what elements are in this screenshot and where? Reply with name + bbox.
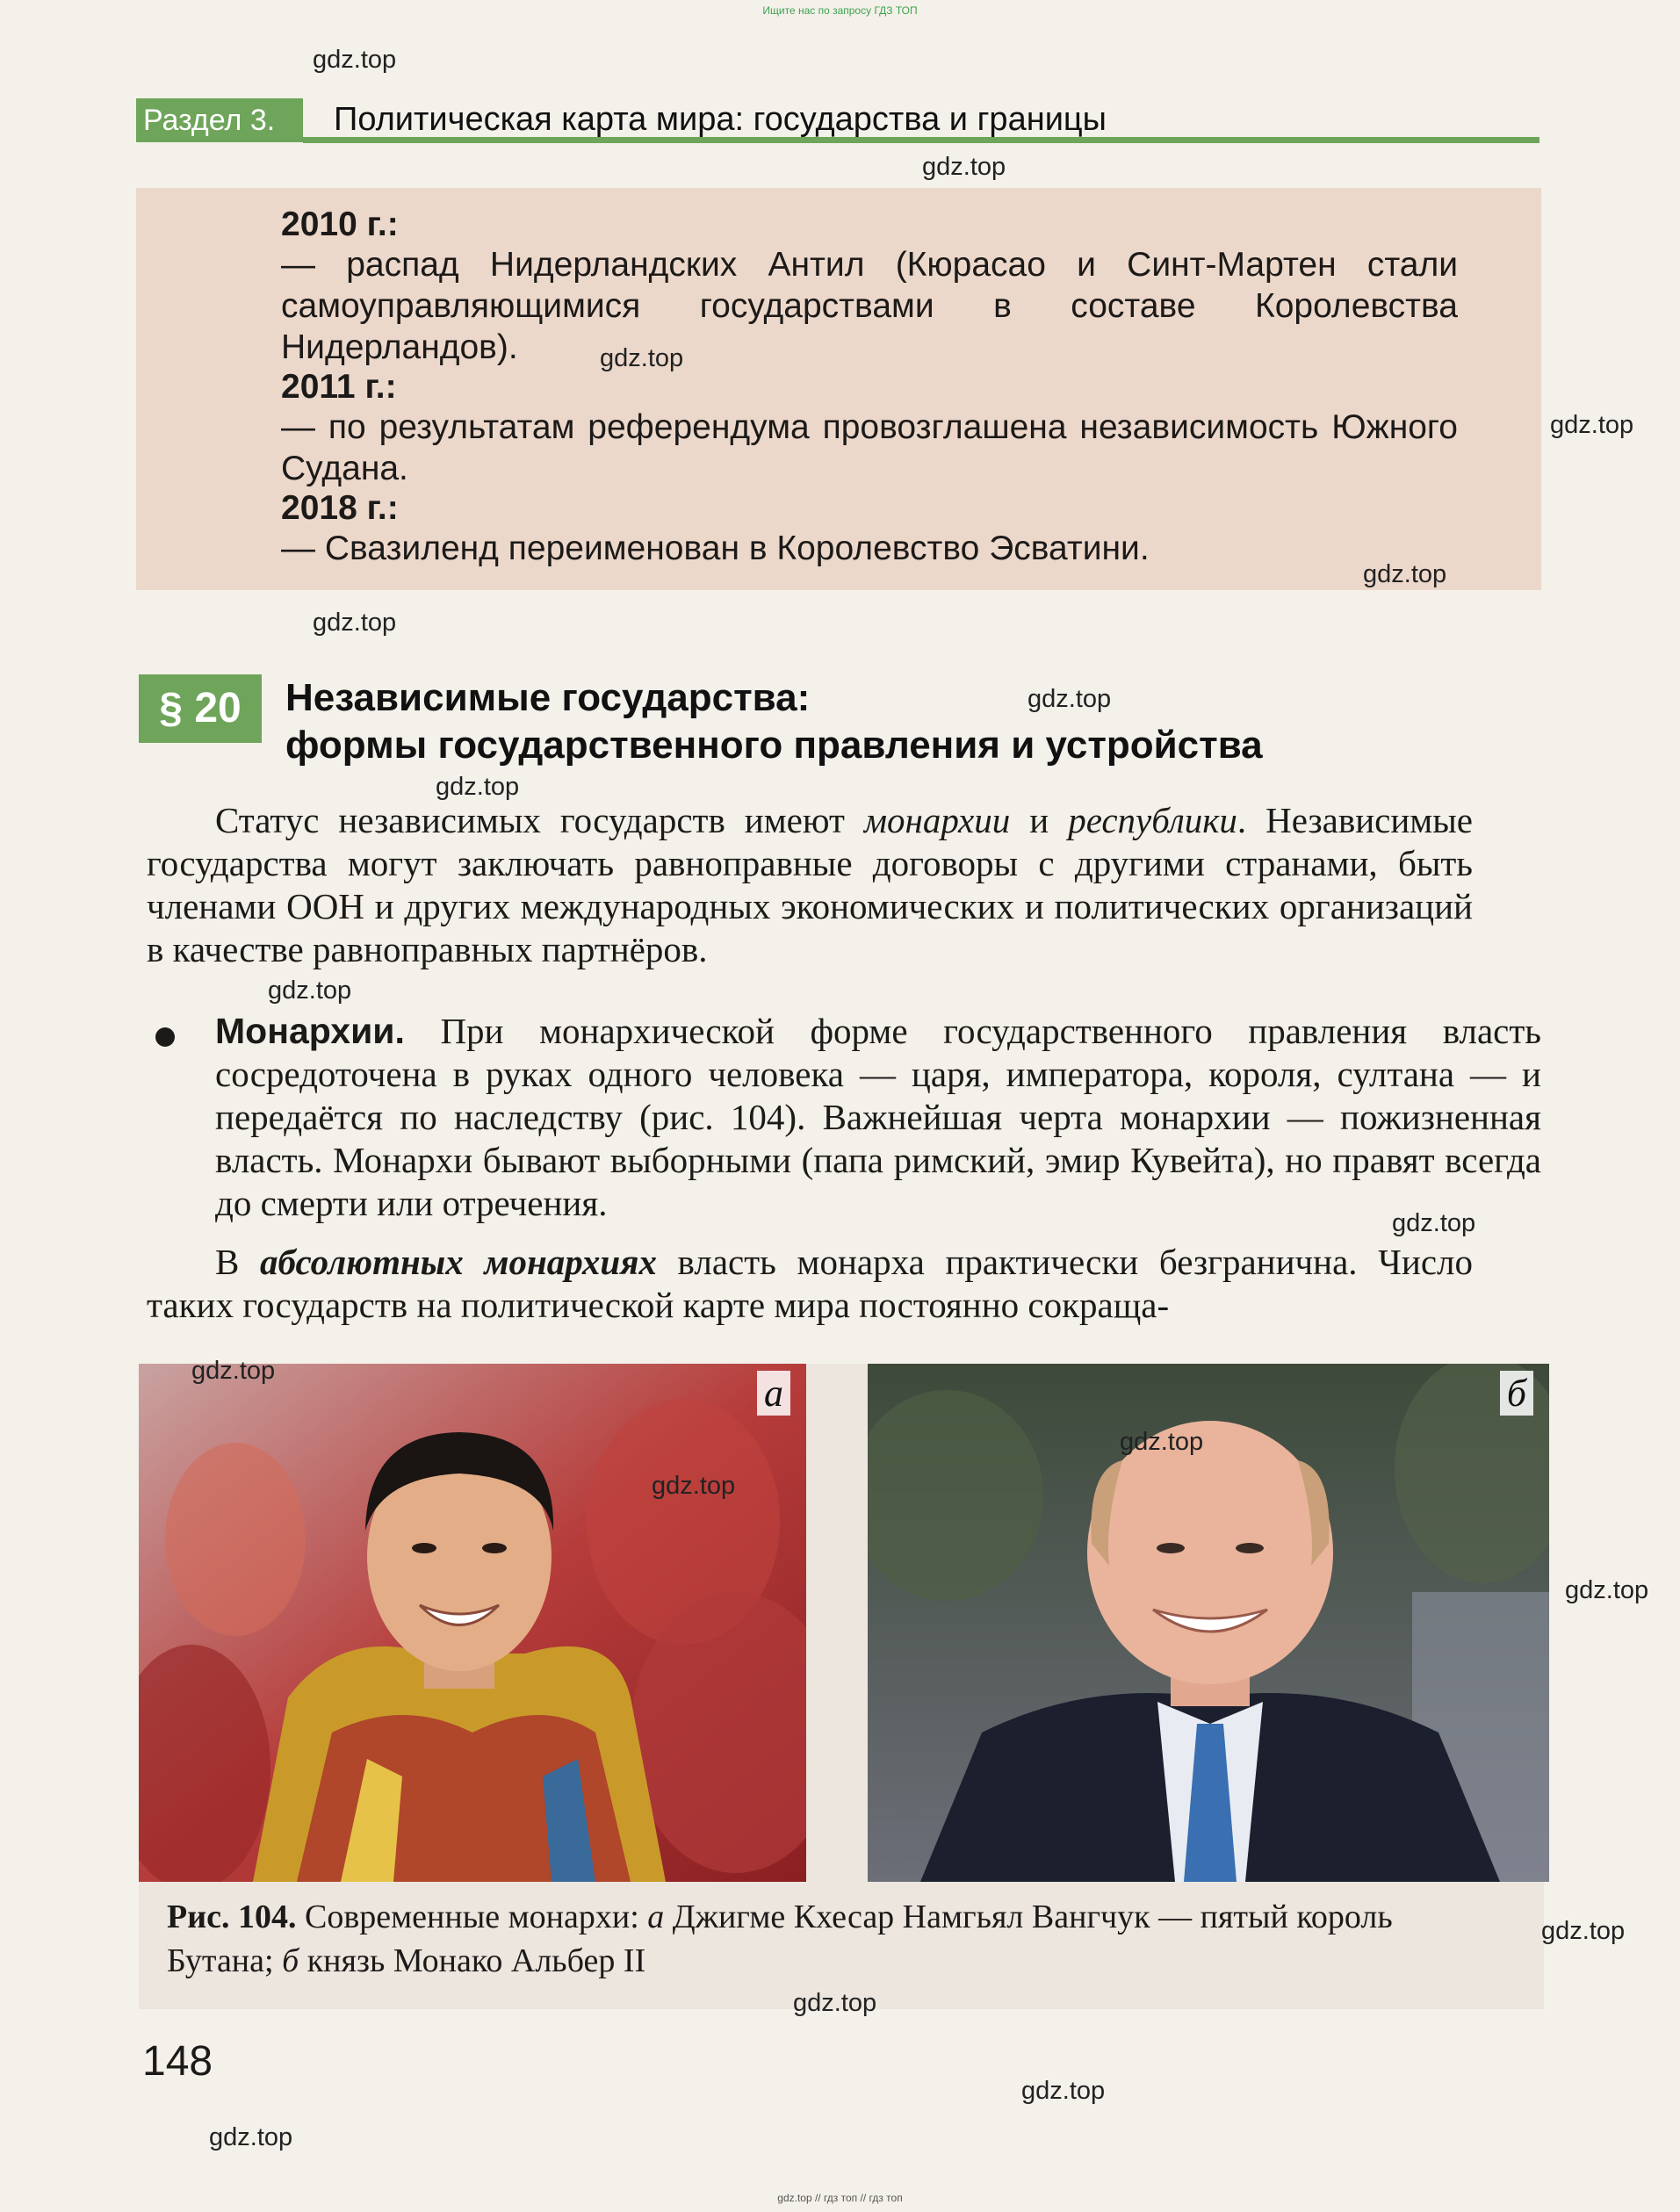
- caption-text-b: князь Монако Альбер II: [299, 1942, 646, 1979]
- intro-text: Статус независимых государств имеют: [215, 800, 864, 840]
- chronology-box: [136, 188, 1541, 590]
- watermark-text: gdz.top: [1363, 560, 1447, 588]
- intro-term-republic: республики: [1068, 800, 1237, 840]
- intro-text: . Независимые государства могут заключать равноправные договоры с другими странами, быть членами ООН и других международных экономических и политических организаций в качестве равноправных партнёров.: [147, 800, 1473, 969]
- bottom-banner: gdz.top // гдз топ // гдз топ: [777, 2192, 903, 2204]
- photo-king-bhutan: [139, 1364, 806, 1882]
- chron-year: 2010 г.:: [281, 205, 399, 243]
- watermark-text: gdz.top: [1021, 2077, 1106, 2105]
- monarchies-text: При монархической форме государственного правления власть сосредоточена в руках одного человека — царя, императора, короля, султана — и передаётся по наследству (рис. 104). Важнейшая черта монархии — пожизненная власть. Монархи бывают выборными (папа римский, эмир Кувейта), но правят всегда до смерти или отречения.: [215, 1011, 1541, 1223]
- chron-year: 2011 г.:: [281, 368, 397, 406]
- photo-b-label: б: [1500, 1371, 1533, 1416]
- intro-paragraph: [147, 799, 1473, 971]
- watermark-text: gdz.top: [600, 344, 684, 372]
- watermark-text: gdz.top: [268, 976, 352, 1005]
- page-number: 148: [142, 2038, 213, 2085]
- watermark-text: gdz.top: [209, 2123, 293, 2151]
- section-title: Политическая карта мира: государства и границы: [334, 101, 1107, 138]
- bullet-dot: [155, 1027, 175, 1047]
- photo-a-label: а: [757, 1371, 790, 1416]
- watermark-text: gdz.top: [1392, 1209, 1476, 1237]
- caption-text-a: Джигме Кхесар Намгьял Вангчук — пятый король Бутана;: [167, 1899, 1393, 1979]
- monarchies-heading: Монархии.: [215, 1011, 405, 1051]
- chron-year: 2018 г.:: [281, 489, 399, 527]
- absolute-text: В: [215, 1242, 261, 1282]
- watermark-text: gdz.top: [313, 46, 397, 74]
- watermark-text: gdz.top: [1120, 1428, 1204, 1456]
- intro-text: и: [1010, 800, 1069, 840]
- monarchies-paragraph: [215, 1010, 1541, 1225]
- paragraph-badge: § 20: [139, 674, 262, 743]
- watermark-text: gdz.top: [313, 609, 397, 637]
- watermark-text: gdz.top: [1565, 1576, 1649, 1604]
- caption-text: Современные монархи:: [296, 1899, 648, 1935]
- chron-text: — по результатам референдума провозглашена независимость Южного Судана.: [281, 408, 1458, 487]
- caption-marker-b: б: [282, 1942, 299, 1979]
- section-tag: Раздел 3.: [136, 98, 303, 142]
- chron-text: — распад Нидерландских Антил (Кюрасао и Синт-Мартен стали самоуправляющимися государствами в составе Королевства Нидерландов).: [281, 246, 1458, 366]
- absolute-monarchy-paragraph: [147, 1241, 1473, 1327]
- watermark-text: gdz.top: [436, 773, 520, 801]
- top-banner: Ищите нас по запросу ГДЗ ТОП: [762, 4, 918, 17]
- watermark-text: gdz.top: [1550, 411, 1634, 439]
- watermark-text: gdz.top: [793, 1989, 877, 2017]
- photo-b-illustration: [868, 1364, 1549, 1882]
- photo-prince-monaco: [868, 1364, 1549, 1882]
- caption-label: Рис. 104.: [167, 1899, 297, 1935]
- chron-text: — Свазиленд переименован в Королевство Эсватини.: [281, 530, 1150, 567]
- paragraph-title-line2: формы государственного правления и устройства: [285, 724, 1263, 767]
- watermark-text: gdz.top: [191, 1357, 276, 1385]
- absolute-text: власть монарха практически безгранична. Число таких государств на политической карте мира постоянно сокраща-: [147, 1242, 1473, 1325]
- watermark-text: gdz.top: [1541, 1917, 1626, 1945]
- absolute-term: абсолютных монархиях: [260, 1242, 657, 1282]
- paragraph-title: [285, 674, 1427, 769]
- photo-a-illustration: [139, 1364, 806, 1882]
- paragraph-title-line1: Независимые государства:: [285, 676, 811, 719]
- watermark-text: gdz.top: [1027, 685, 1112, 713]
- section-header: [136, 98, 1541, 144]
- watermark-text: gdz.top: [922, 153, 1006, 181]
- figure-caption: [167, 1895, 1484, 1983]
- caption-marker-a: а: [647, 1899, 665, 1935]
- watermark-text: gdz.top: [652, 1472, 736, 1500]
- intro-term-monarchy: монархии: [863, 800, 1011, 840]
